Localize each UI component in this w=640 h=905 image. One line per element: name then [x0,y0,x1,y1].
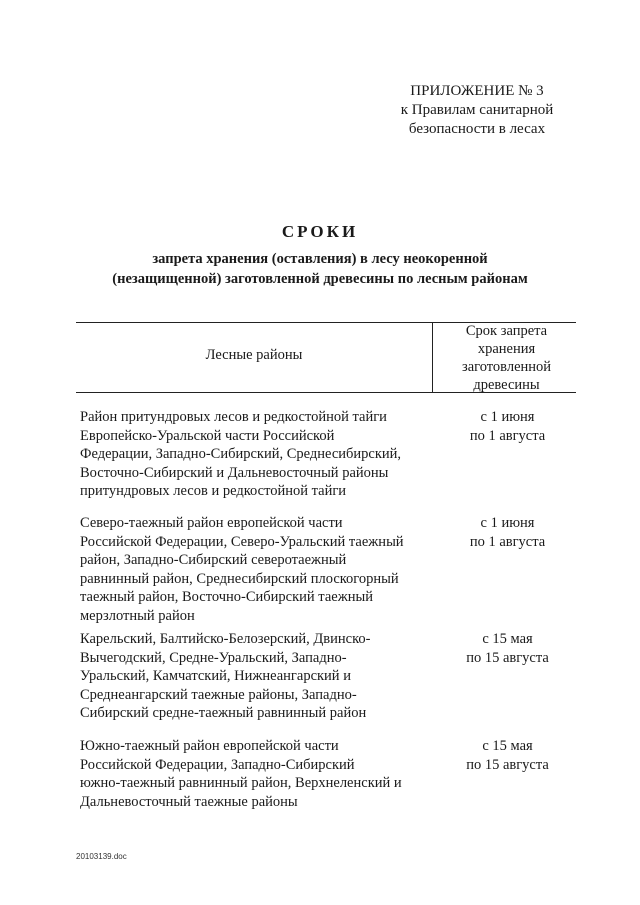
region-text-line: Среднеангарский таежные районы, Западно- [80,686,357,703]
period-to: по 1 августа [469,533,546,550]
region-text-line: район, Западно-Сибирский северотаежный [80,552,347,568]
region-text-line: таежный район, Восточно-Сибирский таежный [80,589,373,605]
table-header-period-line: хранения [477,341,536,357]
appendix-reference-line-1: к Правилам санитарной [400,102,554,118]
document-subtitle [0,249,640,289]
region-text-line: Дальневосточный таежные районы [80,793,298,810]
region-text-line: притундровых лесов и редкостойной тайги [80,483,347,499]
region-text-line: Федерации, Западно-Сибирский, Среднесибирский, [80,446,402,462]
region-text-line: Уральский, Камчатский, Нижнеангарский и [80,668,351,684]
document-subtitle-line-2: (незащищенной) заготовленной древесины по лесным районам [112,271,528,287]
table-header-period [433,322,580,394]
region-text-line: мерзлотный район [80,607,195,624]
table-header-regions: Лесные районы [205,347,303,363]
region-text-line: Район притундровых лесов и редкостойной тайги [80,409,387,425]
table-cell-region [80,408,432,501]
table-header-period-line: заготовленной [461,359,552,375]
region-text-line: Восточно-Сибирский и Дальневосточный районы [80,464,389,481]
period-to: по 15 августа [466,756,549,773]
document-filename: 20103139.doc [76,852,127,861]
table-cell-region [80,514,432,625]
period-from: с 1 июня [480,409,535,425]
document-subtitle-line-1: запрета хранения (оставления) в лесу неокоренной [152,251,488,267]
period-from: с 1 июня [480,515,535,531]
region-text-line: Вычегодский, Средне-Уральский, Западно- [80,649,347,666]
table-cell-period [435,630,580,667]
region-text-line: Российской Федерации, Западно-Сибирский [80,756,355,773]
table-header-period-line: Срок запрета [465,323,548,339]
region-text-line: Сибирский средне-таежный равнинный район [80,705,367,721]
region-text-line: Европейско-Уральской части Российской [80,427,335,444]
table-cell-period [435,514,580,551]
table-header-period-line: древесины [473,377,540,393]
region-text-line: Российской Федерации, Северо-Уральский таежный [80,533,404,550]
region-text-line: Карельский, Балтийско-Белозерский, Двинско- [80,631,371,647]
region-text-line: Южно-таежный район европейской части [80,738,339,754]
table-cell-period [435,408,580,445]
document-title: СРОКИ [281,222,359,241]
period-from: с 15 мая [482,631,533,647]
appendix-number: ПРИЛОЖЕНИЕ № 3 [410,83,544,99]
region-text-line: равнинный район, Среднесибирский плоскогорный [80,570,399,587]
table-cell-period [435,737,580,774]
period-to: по 1 августа [469,427,546,444]
period-to: по 15 августа [466,649,549,666]
region-text-line: южно-таежный равнинный район, Верхнеленский и [80,775,402,791]
appendix-header [392,82,562,139]
region-text-line: Северо-таежный район европейской части [80,515,343,531]
appendix-reference-line-2: безопасности в лесах [408,121,546,137]
table-cell-region [80,737,432,811]
period-from: с 15 мая [482,738,533,754]
table-cell-region [80,630,432,723]
